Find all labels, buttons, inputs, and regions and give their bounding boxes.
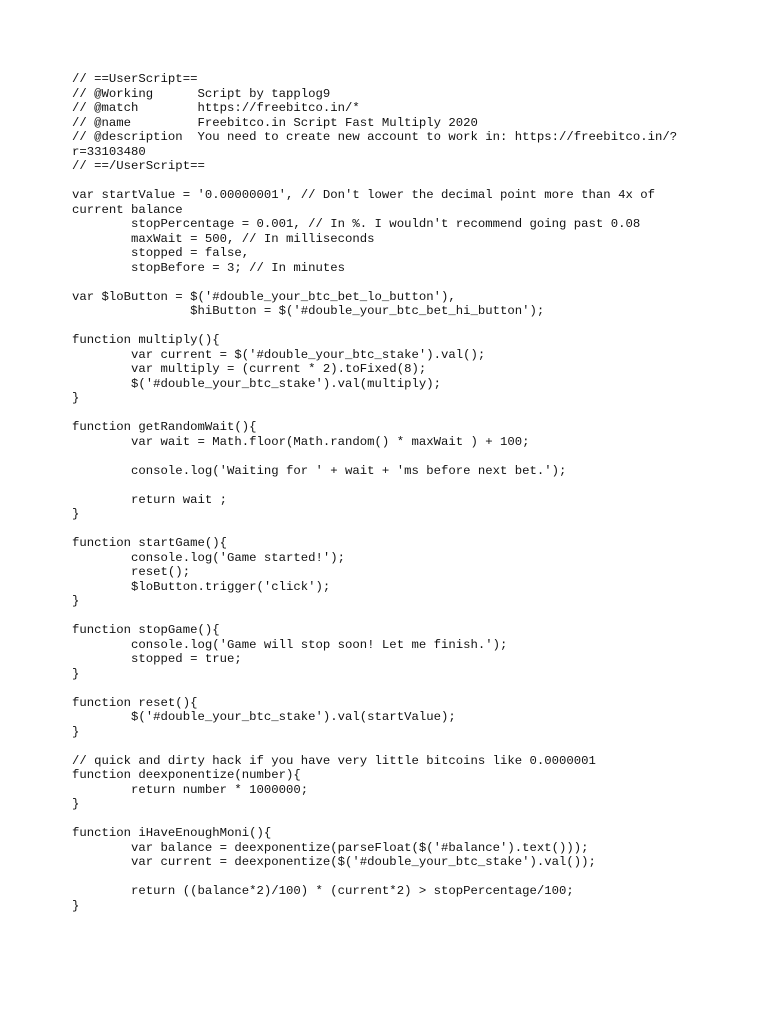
code-line: var $loButton = $('#double_your_btc_bet_lo_button'),: [72, 289, 456, 304]
code-line: var wait = Math.floor(Math.random() * maxWait ) + 100;: [72, 434, 530, 449]
code-line: stopped = true;: [72, 652, 242, 666]
code-line: [72, 812, 712, 827]
code-line: console.log('Waiting for ' + wait + 'ms before next bet.');: [72, 463, 567, 478]
code-line: $hiButton = $('#double_your_btc_bet_hi_button');: [72, 304, 545, 318]
code-line: r=33103480: [72, 144, 146, 159]
code-line: var current = deexponentize($('#double_your_btc_stake').val());: [72, 855, 596, 869]
code-line: // ==/UserScript==: [72, 159, 205, 173]
code-line: var balance = deexponentize(parseFloat($('#balance').text()));: [72, 840, 589, 855]
code-line: [72, 449, 712, 464]
code-line: // @name Freebitco.in Script Fast Multiply 2020: [72, 115, 478, 130]
code-line: return wait ;: [72, 492, 227, 507]
code-line: stopPercentage = 0.001, // In %. I wouldn't recommend going past 0.08: [72, 217, 641, 231]
code-line: return ((balance*2)/100) * (current*2) > stopPercentage/100;: [72, 884, 574, 898]
code-line: // @description You need to create new account to work in: https://freebitco.in/?: [72, 130, 678, 144]
code-line: [72, 681, 712, 696]
code-line: $('#double_your_btc_stake').val(startValue);: [72, 710, 456, 724]
code-line: }: [72, 797, 80, 811]
code-line: stopped = false,: [72, 246, 250, 260]
code-line: reset();: [72, 565, 191, 579]
code-line: }: [72, 391, 80, 405]
code-line: function reset(){: [72, 695, 198, 710]
code-line: $loButton.trigger('click');: [72, 579, 331, 594]
code-line: var startValue = '0.00000001', // Don't lower the decimal point more than 4x of: [72, 188, 655, 202]
code-line: // ==UserScript==: [72, 72, 198, 86]
code-line: function iHaveEnoughMoni(){: [72, 826, 272, 840]
code-line: console.log('Game will stop soon! Let me finish.');: [72, 637, 508, 652]
code-line: }: [72, 666, 80, 681]
code-line: // quick and dirty hack if you have very little bitcoins like 0.0000001: [72, 753, 596, 768]
code-line: $('#double_your_btc_stake').val(multiply);: [72, 376, 441, 391]
code-line: [72, 406, 712, 421]
code-line: // @Working Script by tapplog9: [72, 86, 331, 101]
code-line: var multiply = (current * 2).toFixed(8);: [72, 362, 427, 376]
code-line: [72, 870, 712, 885]
code-line: console.log('Game started!');: [72, 550, 346, 565]
code-line: function stopGame(){: [72, 623, 220, 637]
code-line: return number * 1000000;: [72, 782, 309, 797]
code-line: function multiply(){: [72, 333, 220, 347]
code-line: function getRandomWait(){: [72, 420, 257, 434]
code-line: // @match https://freebitco.in/*: [72, 101, 360, 115]
code-line: }: [72, 898, 80, 913]
code-line: [72, 174, 712, 189]
code-line: [72, 319, 712, 334]
code-line: maxWait = 500, // In milliseconds: [72, 231, 375, 246]
code-listing: [72, 72, 712, 913]
code-line: function startGame(){: [72, 536, 227, 550]
code-line: }: [72, 507, 80, 521]
code-line: var current = $('#double_your_btc_stake').val();: [72, 347, 486, 362]
code-line: [72, 275, 712, 290]
code-line: }: [72, 724, 80, 739]
code-line: stopBefore = 3; // In minutes: [72, 260, 346, 275]
code-line: [72, 478, 712, 493]
code-line: function deexponentize(number){: [72, 768, 301, 782]
code-line: [72, 739, 712, 754]
code-line: [72, 609, 712, 624]
code-line: [72, 522, 712, 537]
code-line: current balance: [72, 202, 183, 217]
code-line: }: [72, 594, 80, 608]
